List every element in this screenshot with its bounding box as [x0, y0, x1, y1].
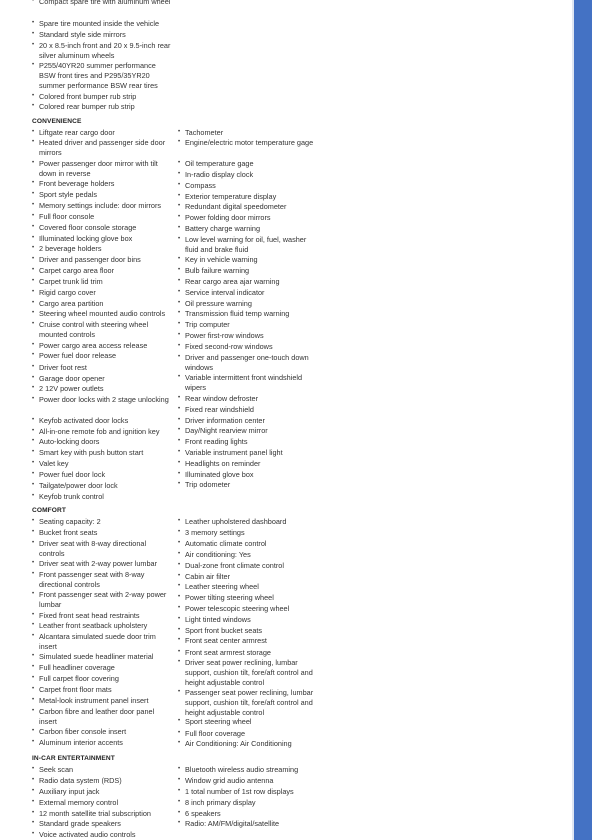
list-item: • Sport front bucket seats [185, 626, 319, 636]
list-item: • Front reading lights [185, 437, 319, 447]
list-item: • Cruise control with steering wheel mounted controls [39, 320, 173, 340]
section-heading-comfort: COMFORT [32, 507, 67, 514]
section-heading-in-car-entertainment: IN-CAR ENTERTAINMENT [32, 755, 115, 762]
list-item: • Trip computer [185, 320, 319, 330]
list-item: • Front beverage holders [39, 179, 173, 189]
list-item: • Oil temperature gage [185, 159, 319, 169]
list-item: • Service interval indicator [185, 288, 319, 298]
list-item: • Keyfob trunk control [39, 492, 173, 502]
list-item: • 12 month satellite trial subscription [39, 809, 173, 819]
list-item: • Carbon fibre and leather door panel insert [39, 707, 173, 727]
list-item: • Power cargo area access release [39, 341, 173, 351]
list-item: • Light tinted windows [185, 615, 319, 625]
list-item: • Compass [185, 181, 319, 191]
list-item: • 2 12V power outlets [39, 384, 173, 394]
page-edge-bar [572, 0, 592, 840]
list-item: • Sport style pedals [39, 190, 173, 200]
list-item: • Headlights on reminder [185, 459, 319, 469]
list-item: • Simulated suede headliner material [39, 652, 173, 662]
list-item: • Standard grade speakers [39, 819, 173, 829]
list-item: • 1 total number of 1st row displays [185, 787, 319, 797]
list-item: • Driver seat power reclining, lumbar support, cushion tilt, fore/aft control and height adjustable control [185, 658, 319, 688]
list-item: • Garage door opener [39, 374, 173, 384]
list-item: • External memory control [39, 798, 173, 808]
list-item: • Oil pressure warning [185, 299, 319, 309]
list-item: • Leather upholstered dashboard [185, 517, 319, 527]
list-item: • Engine/electric motor temperature gage [185, 138, 319, 148]
list-item: • Driver and passenger one-touch down windows [185, 353, 319, 373]
list-item: • Liftgate rear cargo door [39, 128, 173, 138]
list-item: • Power door locks with 2 stage unlocking [39, 395, 173, 405]
list-item: • Bucket front seats [39, 528, 173, 538]
list-item: • Seek scan [39, 765, 173, 775]
list-item: • Carpet trunk lid trim [39, 277, 173, 287]
list-item: • Leather steering wheel [185, 582, 319, 592]
list-item: • Driver foot rest [39, 363, 173, 373]
list-item: • Steering wheel mounted audio controls [39, 309, 173, 319]
list-item: • Colored rear bumper rub strip [39, 102, 173, 112]
list-item: • Variable instrument panel light [185, 448, 319, 458]
list-item: • Smart key with push button start [39, 448, 173, 458]
list-item: • Front seat armrest storage [185, 648, 319, 658]
list-item: • Day/Night rearview mirror [185, 426, 319, 436]
list-item: • Automatic climate control [185, 539, 319, 549]
list-item: • Seating capacity: 2 [39, 517, 173, 527]
list-item: • Heated driver and passenger side door mirrors [39, 138, 173, 158]
list-item: • P255/40YR20 summer performance BSW front tires and P295/35YR20 summer performance BSW rear tires [39, 61, 173, 91]
list-item: • Leather front seatback upholstery [39, 621, 173, 631]
list-item: • Full floor coverage [185, 729, 319, 739]
list-item: • Sport steering wheel [185, 717, 319, 727]
list-item: • Carpet front floor mats [39, 685, 173, 695]
list-item: • Rear window defroster [185, 394, 319, 404]
list-item: • Tachometer [185, 128, 319, 138]
list-item: • Auto-locking doors [39, 437, 173, 447]
list-item: • Full floor console [39, 212, 173, 222]
list-item: • Tailgate/power door lock [39, 481, 173, 491]
list-item: • Air conditioning: Yes [185, 550, 319, 560]
list-item: • Power fuel door lock [39, 470, 173, 480]
list-item: • Cargo area partition [39, 299, 173, 309]
list-item: • Driver and passenger door bins [39, 255, 173, 265]
list-item: • 20 x 8.5-inch front and 20 x 9.5-inch rear silver aluminum wheels [39, 41, 173, 61]
list-item: • Illuminated locking glove box [39, 234, 173, 244]
list-item: • Metal-look instrument panel insert [39, 696, 173, 706]
list-item: • Trip odometer [185, 480, 319, 490]
list-item: • Driver information center [185, 416, 319, 426]
list-item: • 2 beverage holders [39, 244, 173, 254]
list-item: • Front seat center armrest [185, 636, 319, 646]
list-item: • 8 inch primary display [185, 798, 319, 808]
list-item: • Window grid audio antenna [185, 776, 319, 786]
list-item: • Illuminated glove box [185, 470, 319, 480]
list-item: • Air Conditioning: Air Conditioning [185, 739, 319, 749]
list-item: • Carbon fiber console insert [39, 727, 173, 737]
list-item: • Rigid cargo cover [39, 288, 173, 298]
page-edge-highlight [572, 0, 574, 840]
list-item: • Driver seat with 2-way power lumbar [39, 559, 173, 569]
list-item: • Full carpet floor covering [39, 674, 173, 684]
list-item: • Full headliner coverage [39, 663, 173, 673]
list-item: • Fixed second-row windows [185, 342, 319, 352]
list-item: • Covered floor console storage [39, 223, 173, 233]
list-item: • Spare tire mounted inside the vehicle [39, 19, 173, 29]
list-item: • Power tilting steering wheel [185, 593, 319, 603]
list-item: • Front passenger seat with 2-way power lumbar [39, 590, 173, 610]
list-item: • All-in-one remote fob and ignition key [39, 427, 173, 437]
list-item: • Cabin air filter [185, 572, 319, 582]
list-item: • Fixed front seat head restraints [39, 611, 173, 621]
list-item: • 6 speakers [185, 809, 319, 819]
list-item: • Standard style side mirrors [39, 30, 173, 40]
list-item: • Rear cargo area ajar warning [185, 277, 319, 287]
list-item: • Carpet cargo area floor [39, 266, 173, 276]
list-item: • Voice activated audio controls [39, 830, 173, 840]
list-item: • Power passenger door mirror with tilt down in reverse [39, 159, 173, 179]
list-item: • Alcantara simulated suede door trim insert [39, 632, 173, 652]
list-item: • Dual-zone front climate control [185, 561, 319, 571]
list-item: • Radio: AM/FM/digital/satellite [185, 819, 319, 829]
list-item: • Fixed rear windshield [185, 405, 319, 415]
list-item: • Exterior temperature display [185, 192, 319, 202]
list-item: • Bluetooth wireless audio streaming [185, 765, 319, 775]
list-item: • Variable intermittent front windshield wipers [185, 373, 319, 393]
section-heading-convenience: CONVENIENCE [32, 118, 82, 125]
list-item: • Compact spare tire with aluminum wheel [39, 0, 173, 7]
list-item: • Key in vehicle warning [185, 255, 319, 265]
list-item: • Redundant digital speedometer [185, 202, 319, 212]
list-item: • Power telescopic steering wheel [185, 604, 319, 614]
list-item: • Transmission fluid temp warning [185, 309, 319, 319]
list-item: • Keyfob activated door locks [39, 416, 173, 426]
list-item: • 3 memory settings [185, 528, 319, 538]
list-item: • Auxiliary input jack [39, 787, 173, 797]
list-item: • Low level warning for oil, fuel, washer fluid and brake fluid [185, 235, 319, 255]
list-item: • Radio data system (RDS) [39, 776, 173, 786]
list-item: • Memory settings include: door mirrors [39, 201, 173, 211]
list-item: • Power fuel door release [39, 351, 173, 361]
list-item: • Colored front bumper rub strip [39, 92, 173, 102]
list-item: • Power folding door mirrors [185, 213, 319, 223]
list-item: • Front passenger seat with 8-way directional controls [39, 570, 173, 590]
list-item: • Power first-row windows [185, 331, 319, 341]
list-item: • Battery charge warning [185, 224, 319, 234]
list-item: • Aluminum interior accents [39, 738, 173, 748]
list-item: • Passenger seat power reclining, lumbar support, cushion tilt, fore/aft control and height adjustable control [185, 688, 319, 718]
list-item: • Valet key [39, 459, 173, 469]
list-item: • Bulb failure warning [185, 266, 319, 276]
list-item: • Driver seat with 8-way directional controls [39, 539, 173, 559]
list-item: • In-radio display clock [185, 170, 319, 180]
